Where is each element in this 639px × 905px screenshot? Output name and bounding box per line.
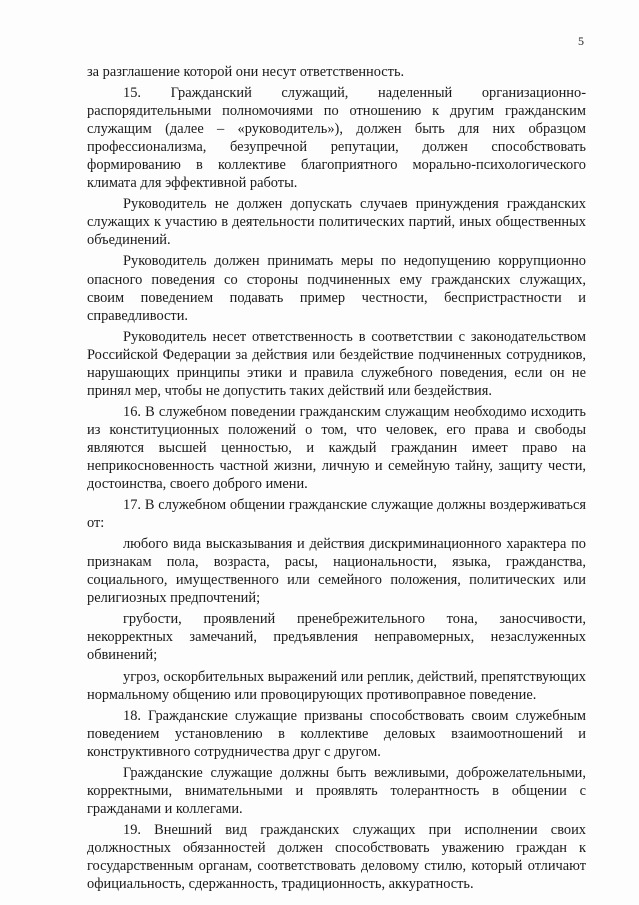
paragraph-manager-coercion: Руководитель не должен допускать случаев принуждения гражданских служащих к участию в деятельности политических партий, иных общественных объединений.: [87, 196, 586, 249]
paragraph-threats: угроз, оскорбительных выражений или реплик, действий, препятствующих нормальному общению или провоцирующих противоправное поведение.: [87, 668, 586, 703]
paragraph-clause-15: 15. Гражданский служащий, наделенный организационно-распорядительными полномочиями по отношению к другим гражданским служащим (далее – «руководитель»), должен быть для них образцом профессионализма, безупречной репутации, должен способствовать формированию в коллективе благоприятного морально-психологического климата для эффективной работы.: [87, 85, 586, 192]
paragraph-clause-17: 17. В служебном общении гражданские служащие должны воздерживаться от:: [87, 497, 586, 532]
paragraph-continuation: за разглашение которой они несут ответственность.: [87, 64, 405, 80]
paragraph-rudeness: грубости, проявлений пренебрежительного тона, заносчивости, некорректных замечаний, предъявления неправомерных, незаслуженных обвинений;: [87, 611, 586, 664]
paragraph-clause-16: 16. В служебном поведении гражданским служащим необходимо исходить из конституционных положений о том, что человек, его права и свободы являются высшей ценностью, и каждый гражданин имеет право на неприкосновенность частной жизни, личную и семейную тайну, защиту чести, достоинства, своего доброго имени.: [87, 403, 586, 493]
paragraph-politeness: Гражданские служащие должны быть вежливыми, доброжелательными, корректными, внимательными и проявлять толерантность в общении с гражданами и коллегами.: [87, 764, 586, 817]
paragraph-discrimination: любого вида высказывания и действия дискриминационного характера по признакам пола, возраста, расы, национальности, языка, гражданства, социального, имущественного или семейного положения, политических или религиозных предпочтений;: [87, 536, 586, 607]
page-number: 5: [578, 34, 584, 48]
paragraph-manager-measures: Руководитель должен принимать меры по недопущению коррупционно опасного поведения со стороны подчиненных ему гражданских служащих, своим поведением подавать пример честности, беспристрастности и справедливости.: [87, 253, 586, 324]
paragraph-manager-responsibility: Руководитель несет ответственность в соответствии с законодательством Российской Федерации за действия или бездействие подчиненных сотрудников, нарушающих принципы этики и правила служебного поведения, если он не принял мер, чтобы не допустить таких действий или бездействия.: [87, 328, 586, 399]
paragraph-clause-19: 19. Внешний вид гражданских служащих при исполнении своих должностных обязанностей должен способствовать уважению граждан к государственным органам, соответствовать деловому стилю, который отличают официальность, сдержанность, традиционность, аккуратность.: [87, 821, 586, 893]
paragraph-clause-18: 18. Гражданские служащие призваны способствовать своим служебным поведением установлению в коллективе деловых взаимоотношений и конструктивного сотрудничества друг с другом.: [87, 707, 586, 760]
document-body: [87, 63, 586, 896]
